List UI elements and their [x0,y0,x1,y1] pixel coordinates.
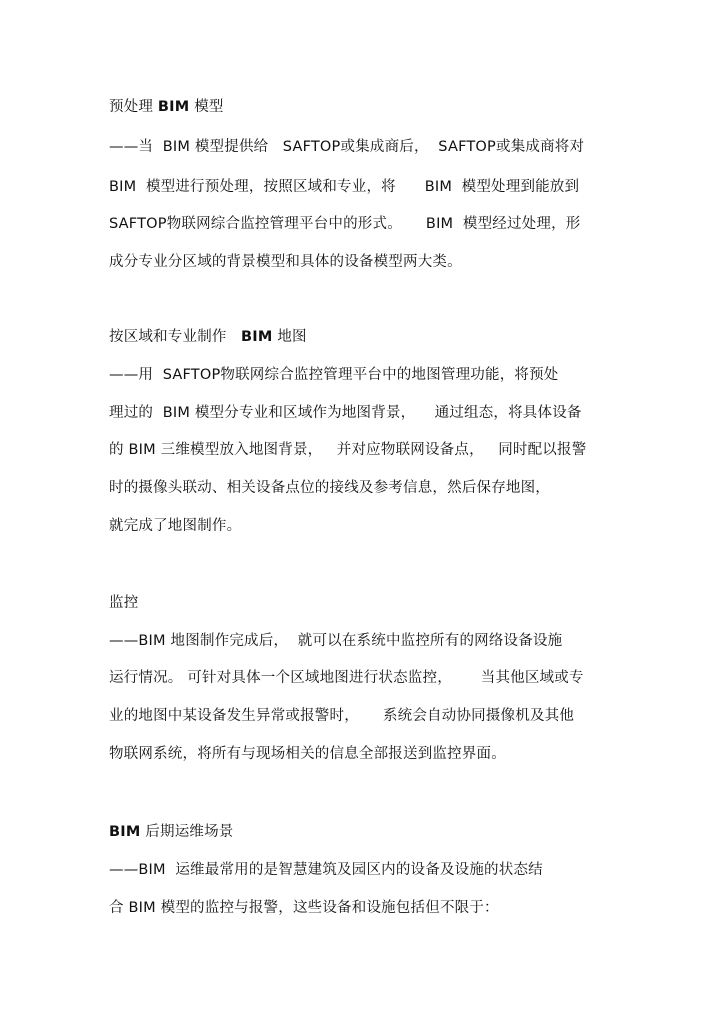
paragraph-line: BIM 模型进行预处理，按照区域和专业，将 BIM 模型处理到能放到 [109,179,580,195]
heading-bold-text: BIM [241,329,273,345]
heading-text: 监控 [109,595,139,611]
paragraph-line: ——BIM 地图制作完成后， 就可以在系统中监控所有的网络设备设施 [109,633,563,649]
paragraph-line: ——当 BIM 模型提供给 SAFTOP或集成商后， SAFTOP或集成商将对 [109,139,585,155]
heading-text: 按区域和专业制作 [109,329,242,345]
paragraph-line: ——BIM 运维最常用的是智慧建筑及园区内的设备及设施的状态结 [109,862,543,878]
heading-bold-text: BIM [109,824,141,840]
paragraph-line: 物联网系统，将所有与现场相关的信息全部报送到监控界面。 [109,746,506,762]
section-heading-maintenance [109,822,234,842]
heading-text: 地图 [272,329,307,345]
heading-text: 预处理 [109,99,158,115]
heading-text: 模型 [189,99,224,115]
section-heading-map-making [109,327,307,347]
heading-bold-text: BIM [157,99,190,115]
paragraph-line: 合 BIM 模型的监控与报警，这些设备和设施包括但不限于： [109,900,499,916]
paragraph-line: SAFTOP物联网综合监控管理平台中的形式。 BIM 模型经过处理，形 [109,216,581,232]
paragraph-line: 理过的 BIM 模型分专业和区域作为地图背景， 通过组态，将具体设备 [109,405,582,421]
paragraph-line: 业的地图中某设备发生异常或报警时， 系统会自动协同摄像机及其他 [109,708,575,724]
section-heading-monitoring [109,593,138,613]
paragraph-line: 时的摄像头联动、相关设备点位的接线及参考信息，然后保存地图， [109,480,550,496]
paragraph-line: 就完成了地图制作。 [109,518,242,534]
section-heading-preprocess [109,97,224,117]
paragraph-line: 成分专业分区域的背景模型和具体的设备模型两大类。 [109,254,462,270]
paragraph-line: 运行情况。 可针对具体一个区域地图进行状态监控， 当其他区域或专 [109,670,584,686]
paragraph-line: 的 BIM 三维模型放入地图背景， 并对应物联网设备点， 同时配以报警 [109,442,587,458]
paragraph-line: ——用 SAFTOP物联网综合监控管理平台中的地图管理功能，将预处 [109,367,559,383]
heading-text: 后期运维场景 [140,824,234,840]
